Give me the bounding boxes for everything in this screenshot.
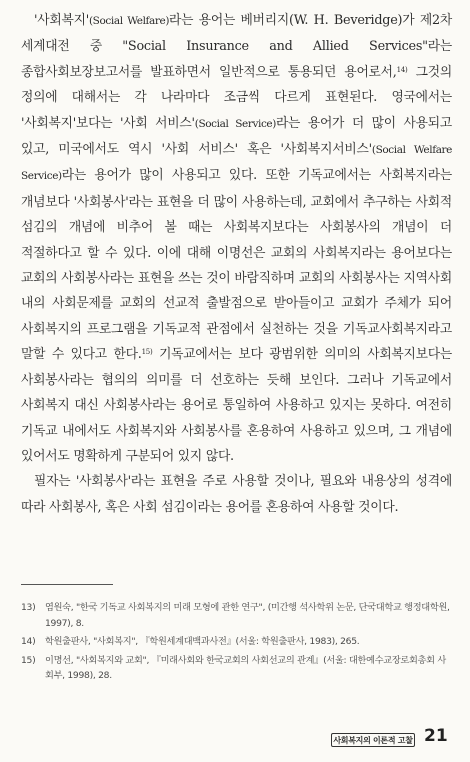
paragraph-1 xyxy=(21,8,452,469)
footnote-rule xyxy=(21,584,113,585)
text-span-small: (Social Service) xyxy=(194,117,276,130)
footnote-text: 이명선, "사회복지와 교회", 『미래사회와 한국교회의 사회선교의 관계』(서울: 대한예수교장로회총회 사회부, 1998), 28. xyxy=(45,654,446,682)
text-span: 라는 용어가 많이 사용되고 있다. 또한 기독교에서는 사회복지라는 개념보다 '사회봉사'라는 표현을 더 많이 사용하는데, 교회에서 추구하는 사회적 섬김의 개념에 비추어 볼 때는 사회복지보다는 사회봉사의 개념이 더 적절하다고 할 수 있다. 이에 대해 이명선은 교회의 사회복지라는 용어보다는 교회의 사회봉사라는 표현을 쓰는 것이 바람직하며 교회의 사회봉사는 지역사회 내의 사회문제를 교회의 선교적 출발점으로 받아들이고 교회가 주체가 되어 사회복지의 프로그램을 기독교적 관점에서 실천하는 것을 기독교사회복지라고 말할 수 있다고 한다. xyxy=(21,168,452,363)
footnote-ref-14: 14) xyxy=(396,65,408,74)
text-span: 라는 용어가 더 많이 사용되고 있고, 미국에서도 역시 '사회 서비스' 혹은 '사회복지서비스' xyxy=(21,115,452,158)
footnote-text: 염원숙, "한국 기독교 사회복지의 미래 모형에 관한 연구", (미간행 석사학위 논문, 단국대학교 행정대학원, 1997), 8. xyxy=(45,602,450,629)
page-number: 21 xyxy=(424,726,448,746)
text-span: '사회복지' xyxy=(34,13,89,28)
footnote-13 xyxy=(21,600,452,631)
footnote-14 xyxy=(21,634,452,650)
text-span-small: (Social Welfare Service) xyxy=(21,144,452,183)
text-span: 그것의 정의에 대해서는 각 나라마다 조금씩 다르게 표현된다. 영국에서는 '사회복지'보다는 '사회 서비스' xyxy=(21,64,452,131)
paragraph-2: 필자는 '사회봉사'라는 표현을 주로 사용할 것이나, 필요와 내용상의 성격에 따라 사회봉사, 혹은 사회 섬김이라는 용어를 혼용하여 사용할 것이다. xyxy=(21,474,452,515)
footnote-text: 학원출판사, "사회복지", 『학원세계대백과사전』(서울: 학원출판사, 1983), 265. xyxy=(45,636,360,648)
footnote-number: 13) xyxy=(21,602,36,613)
footnote-ref-15: 15) xyxy=(141,348,153,357)
body-text xyxy=(21,8,452,520)
text-span-small: (Social Welfare) xyxy=(88,15,170,27)
text-span: 기독교에서는 보다 광범위한 의미의 사회복지보다는 사회봉사라는 협의의 의미를 더 선호하는 듯해 보인다. 그러나 기독교에서 사회복지 대신 사회봉사라는 용어로 통일하여 사용하고 있지는 못하다. 여전히 기독교 내에서도 사회복지와 사회봉사를 혼용하여 사용하고 있으며, 그 개념에 있어서도 명확하게 구분되어 있지 않다. xyxy=(21,347,452,464)
running-title: 사회복지의 이론적 고찰 xyxy=(331,733,415,747)
footnotes xyxy=(21,600,452,687)
footnote-number: 14) xyxy=(21,636,36,648)
footnote-15 xyxy=(21,653,452,684)
footnote-number: 15) xyxy=(21,654,36,666)
text-span: 라는 용어는 베버리지(W. H. Beveridge)가 제2차 세계대전 중 "Social Insurance and Allied Services"라는 종합사회보장보고서를 발표하면서 일반적으로 통용되던 용어로서, xyxy=(21,13,453,80)
